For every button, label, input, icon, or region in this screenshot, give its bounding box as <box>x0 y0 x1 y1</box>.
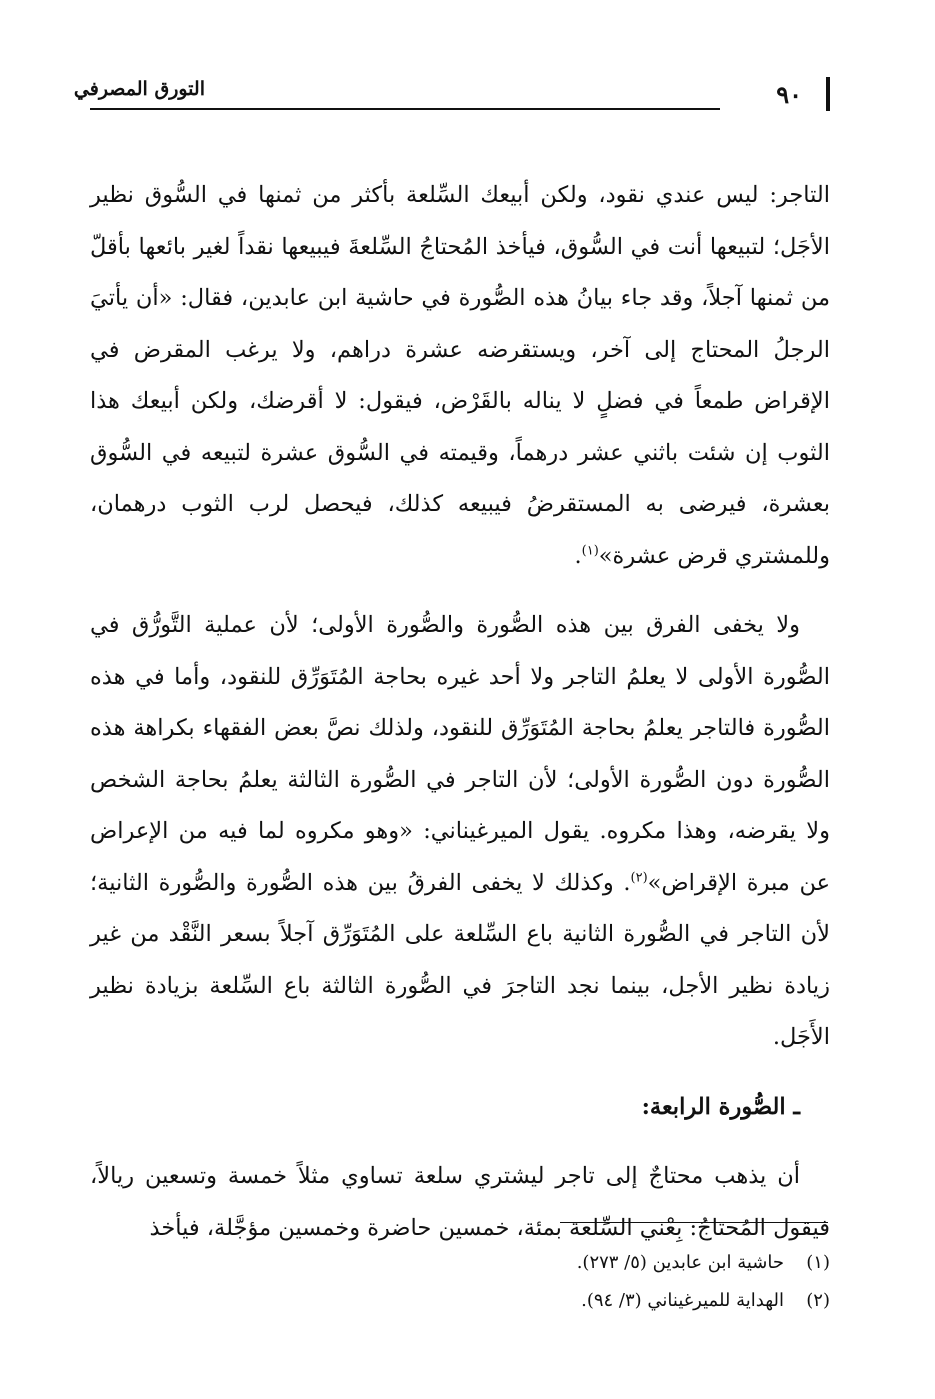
running-title: التورق المصرفي <box>73 78 205 100</box>
main-text <box>90 170 830 1254</box>
header-bar-mark <box>826 77 830 111</box>
footnote-rule <box>560 1222 828 1223</box>
page-number-block <box>740 74 830 114</box>
footnote-1 <box>90 1244 830 1282</box>
section-heading: ـ الصُّورة الرابعة: <box>641 1093 800 1120</box>
footnote-number: (١) <box>806 1252 830 1273</box>
footnote-2 <box>90 1282 830 1320</box>
footnotes <box>90 1244 830 1320</box>
paragraph-2: ولا يخفى الفرق بين هذه الصُّورة والصُّورة الأولى؛ لأن عملية التَّورُّق في الصُّورة الأولى لا يعلمُ التاجر ولا أحد غيره بحاجة المُتَوَرِّق للنقود، وأما في هذه الصُّورة فالتاجر يعلمُ بحاجة المُتَوَرِّق للنقود، ولذلك نصَّ بعض الفقهاء بكراهة هذه الصُّورة دون الصُّورة الأولى؛ لأن التاجر في الصُّورة الثالثة يعلمُ بحاجة الشخص ولا يقرضه، وهذا مكروه. يقول الميرغيناني: «وهو مكروه لما فيه من الإعراض عن مبرة الإقراض»$^{(٢)}$. وكذلك لا يخفى الفرقُ بين هذه الصُّورة والصُّورة الثانية؛ لأن التاجر في الصُّورة الثانية باع السِّلعة على المُتَوَرِّق آجلاً بسعر النَّقْد من غير زيادة نظير الأجل، بينما نجد التاجرَ في الصُّورة الثالثة باع السِّلعة بزيادة نظير الأَجَل. <box>90 612 830 1050</box>
paragraph-1: التاجر: ليس عندي نقود، ولكن أبيعك السِّلعة بأكثر من ثمنها في السُّوق نظير الأجَل؛ لتبيعها أنت في السُّوق، فيأخذ المُحتاجُ السِّلعةَ فيبيعها نقداً لغير بائعها بأقلّ من ثمنها آجلاً، وقد جاء بيانُ هذه الصُّورة في حاشية ابن عابدين، فقال: «أن يأتيَ الرجلُ المحتاج إلى آخر، ويستقرضه عشرة دراهم، ولا يرغب المقرض في الإقراض طمعاً في فضلٍ لا يناله بالقَرْض، فيقول: لا أقرضك، ولكن أبيعك هذا الثوب إن شئت باثني عشر درهماً، وقيمته في السُّوق عشرة لتبيعه في السُّوق بعشرة، فيرضى به المستقرضُ فيبيعه كذلك، فيحصل لرب الثوب درهمان، وللمشتري قرض عشرة»$^{(١)}$. <box>90 182 830 569</box>
page-number: ٩٠ <box>776 79 802 109</box>
footnote-text: حاشية ابن عابدين (٥/ ٢٧٣). <box>576 1252 784 1273</box>
header-rule <box>90 108 720 110</box>
footnote-mark-2: (٢) <box>630 870 648 885</box>
running-header <box>73 70 830 120</box>
paragraph-3: أن يذهب محتاجٌ إلى تاجر ليشتري سلعة تساوي مثلاً خمسة وتسعين ريالاً، فيقول المُحتاجُ: بِعْني السِّلعة بمئة، خمسين حاضرة وخمسين مؤجَّلة، فيأخذ <box>90 1163 830 1241</box>
footnote-number: (٢) <box>806 1290 830 1311</box>
footnote-text: الهداية للميرغيناني (٣/ ٩٤). <box>581 1290 784 1311</box>
footnote-mark-1: (١) <box>581 543 599 558</box>
